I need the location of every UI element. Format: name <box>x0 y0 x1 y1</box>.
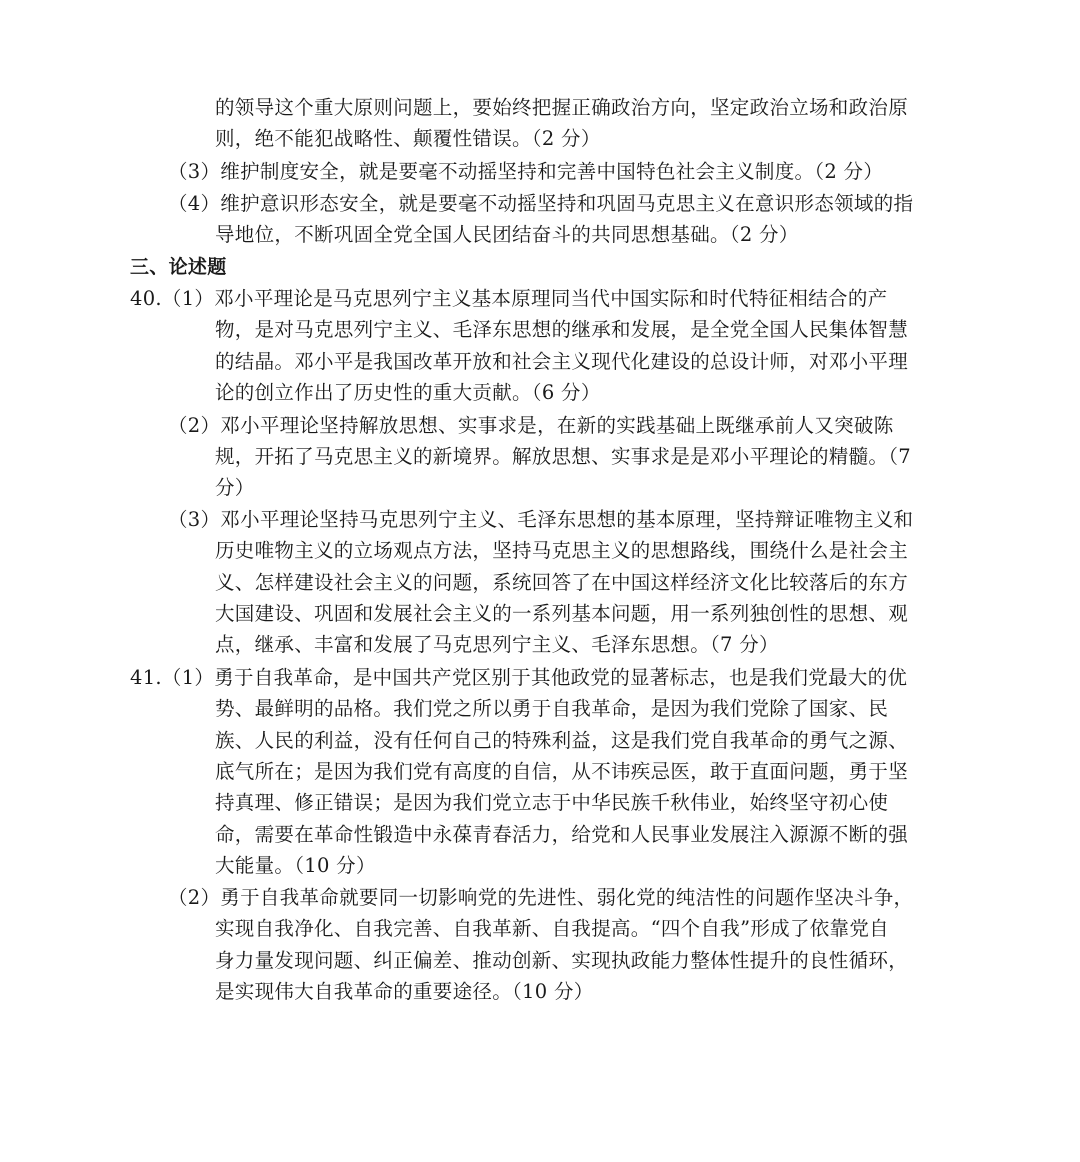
text-line: 义、怎样建设社会主义的问题，系统回答了在中国这样经济文化比较落后的东方 <box>215 571 909 594</box>
text-line: 历史唯物主义的立场观点方法，坚持马克思主义的思想路线，围绕什么是社会主 <box>215 539 909 562</box>
text-line: 底气所在；是因为我们党有高度的自信，从不讳疾忌医，敢于直面问题，勇于坚 <box>215 760 909 783</box>
text-line: 分） <box>215 476 255 499</box>
text-line: 导地位，不断巩固全党全国人民团结奋斗的共同思想基础。（2 分） <box>215 223 799 246</box>
text-line: （2）邓小平理论坚持解放思想、实事求是，在新的实践基础上既继承前人又突破陈 <box>168 414 894 437</box>
text-line: 的领导这个重大原则问题上，要始终把握正确政治方向，坚定政治立场和政治原 <box>215 96 909 119</box>
text-line: 论的创立作出了历史性的重大贡献。（6 分） <box>215 381 601 404</box>
text-line: 大能量。（10 分） <box>215 854 376 877</box>
text-line: 势、最鲜明的品格。我们党之所以勇于自我革命，是因为我们党除了国家、民 <box>215 697 889 720</box>
question-41-part-1: 41.（1）勇于自我革命，是中国共产党区别于其他政党的显著标志，也是我们党最大的优 <box>130 666 908 689</box>
text-line: 命，需要在革命性锻造中永葆青春活力，给党和人民事业发展注入源源不断的强 <box>215 823 909 846</box>
question-40-part-1: 40.（1）邓小平理论是马克思列宁主义基本原理同当代中国实际和时代特征相结合的产 <box>130 287 888 310</box>
text-line: 点，继承、丰富和发展了马克思列宁主义、毛泽东思想。（7 分） <box>215 633 779 656</box>
text-line: 则，绝不能犯战略性、颠覆性错误。（2 分） <box>215 127 601 150</box>
text-line: 持真理、修正错误；是因为我们党立志于中华民族千秋伟业，始终坚守初心使 <box>215 791 889 814</box>
text-line: （3）维护制度安全，就是要毫不动摇坚持和完善中国特色社会主义制度。（2 分） <box>168 160 884 183</box>
text-line: （4）维护意识形态安全，就是要毫不动摇坚持和巩固马克思主义在意识形态领域的指 <box>168 192 914 215</box>
text-line: 是实现伟大自我革命的重要途径。（10 分） <box>215 980 594 1003</box>
text-line: 物，是对马克思列宁主义、毛泽东思想的继承和发展，是全党全国人民集体智慧 <box>215 318 909 341</box>
section-heading: 三、论述题 <box>130 256 227 278</box>
text-line: 族、人民的利益，没有任何自己的特殊利益，这是我们党自我革命的勇气之源、 <box>215 729 909 752</box>
text-line: 身力量发现问题、纠正偏差、推动创新、实现执政能力整体性提升的良性循环， <box>215 949 909 972</box>
text-line: （3）邓小平理论坚持马克思列宁主义、毛泽东思想的基本原理，坚持辩证唯物主义和 <box>168 508 914 531</box>
text-line: 的结晶。邓小平是我国改革开放和社会主义现代化建设的总设计师，对邓小平理 <box>215 350 909 373</box>
text-line: （2）勇于自我革命就要同一切影响党的先进性、弱化党的纯洁性的问题作坚决斗争， <box>168 886 914 909</box>
text-line: 规，开拓了马克思主义的新境界。解放思想、实事求是是邓小平理论的精髓。（7 <box>215 445 911 468</box>
text-line: 实现自我净化、自我完善、自我革新、自我提高。“四个自我”形成了依靠党自 <box>215 917 889 940</box>
text-line: 大国建设、巩固和发展社会主义的一系列基本问题，用一系列独创性的思想、观 <box>215 602 909 625</box>
